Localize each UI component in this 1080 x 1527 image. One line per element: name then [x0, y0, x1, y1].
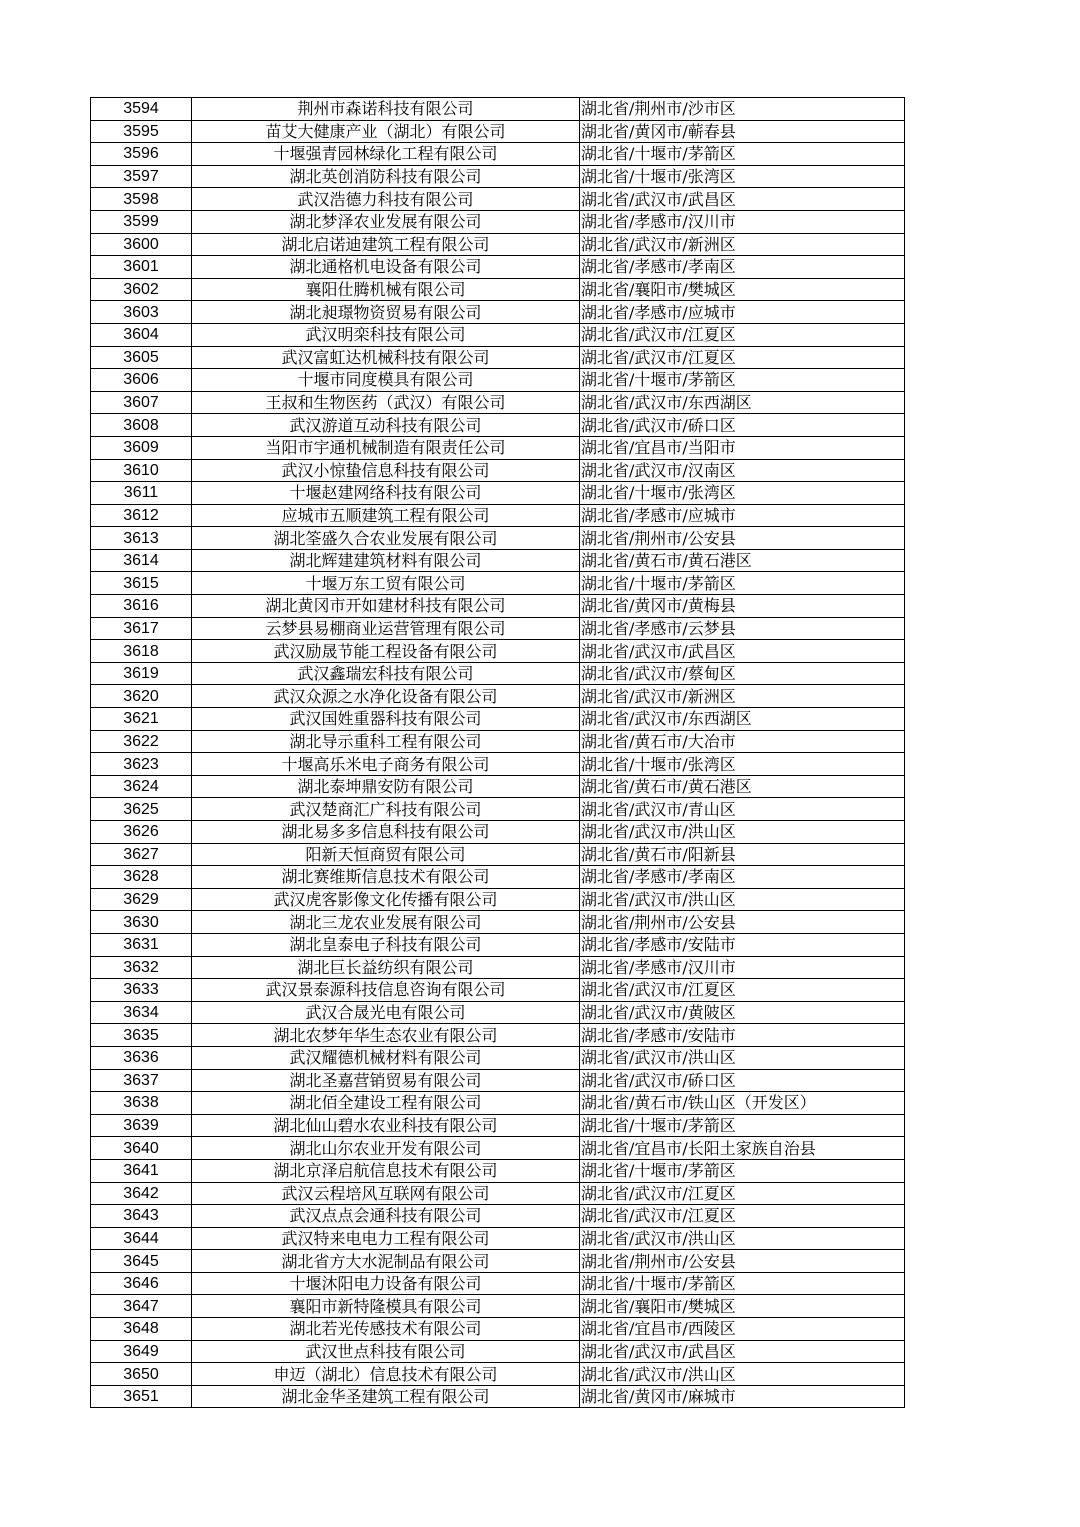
- row-number: 3648: [91, 1318, 192, 1341]
- company-location: 湖北省/十堰市/茅箭区: [580, 143, 905, 166]
- row-number: 3640: [91, 1137, 192, 1160]
- row-number: 3599: [91, 210, 192, 233]
- company-name: 武汉众源之水净化设备有限公司: [192, 685, 580, 708]
- company-name: 湖北辉建建筑材料有限公司: [192, 549, 580, 572]
- company-location: 湖北省/黄冈市/黄梅县: [580, 595, 905, 618]
- company-location: 湖北省/武汉市/东西湖区: [580, 708, 905, 731]
- row-number: 3628: [91, 866, 192, 889]
- company-name: 武汉小惊蛰信息科技有限公司: [192, 459, 580, 482]
- company-name: 申迈（湖北）信息技术有限公司: [192, 1363, 580, 1386]
- company-location: 湖北省/武汉市/汉南区: [580, 459, 905, 482]
- company-name: 湖北山尔农业开发有限公司: [192, 1137, 580, 1160]
- table-row: [91, 708, 905, 731]
- company-location: 湖北省/孝感市/应城市: [580, 504, 905, 527]
- company-name: 十堰万东工贸有限公司: [192, 572, 580, 595]
- row-number: 3615: [91, 572, 192, 595]
- row-number: 3631: [91, 933, 192, 956]
- company-name: 湖北赛维斯信息技术有限公司: [192, 866, 580, 889]
- company-location: 湖北省/黄冈市/麻城市: [580, 1385, 905, 1408]
- row-number: 3598: [91, 188, 192, 211]
- table-row: [91, 888, 905, 911]
- table-row: [91, 482, 905, 505]
- table-row: [91, 730, 905, 753]
- table-row: [91, 866, 905, 889]
- company-location: 湖北省/荆州市/公安县: [580, 1250, 905, 1273]
- row-number: 3627: [91, 843, 192, 866]
- company-location: 湖北省/武汉市/洪山区: [580, 1046, 905, 1069]
- company-location: 湖北省/孝感市/汉川市: [580, 210, 905, 233]
- table-row: [91, 549, 905, 572]
- company-location: 湖北省/武汉市/江夏区: [580, 979, 905, 1002]
- company-name: 湖北筌盛久合农业发展有限公司: [192, 527, 580, 550]
- company-name: 湖北巨长益纺织有限公司: [192, 956, 580, 979]
- table-row: [91, 843, 905, 866]
- row-number: 3621: [91, 708, 192, 731]
- table-body: [91, 98, 905, 1408]
- row-number: 3609: [91, 436, 192, 459]
- table-row: [91, 233, 905, 256]
- company-location: 湖北省/武汉市/江夏区: [580, 1205, 905, 1228]
- table-row: [91, 685, 905, 708]
- company-location: 湖北省/宜昌市/当阳市: [580, 436, 905, 459]
- row-number: 3626: [91, 821, 192, 844]
- row-number: 3639: [91, 1114, 192, 1137]
- company-location: 湖北省/武汉市/洪山区: [580, 821, 905, 844]
- table-row: [91, 1363, 905, 1386]
- table-row: [91, 933, 905, 956]
- row-number: 3616: [91, 595, 192, 618]
- table-row: [91, 98, 905, 121]
- company-location: 湖北省/襄阳市/樊城区: [580, 278, 905, 301]
- table-row: [91, 956, 905, 979]
- company-name: 武汉虎客影像文化传播有限公司: [192, 888, 580, 911]
- company-location: 湖北省/十堰市/张湾区: [580, 753, 905, 776]
- company-name: 阳新天恒商贸有限公司: [192, 843, 580, 866]
- company-name: 武汉明栾科技有限公司: [192, 323, 580, 346]
- table-row: [91, 120, 905, 143]
- company-name: 湖北三龙农业发展有限公司: [192, 911, 580, 934]
- company-location: 湖北省/孝感市/云梦县: [580, 617, 905, 640]
- company-name: 王叔和生物医药（武汉）有限公司: [192, 391, 580, 414]
- company-name: 襄阳仕腾机械有限公司: [192, 278, 580, 301]
- row-number: 3643: [91, 1205, 192, 1228]
- company-name: 湖北昶璟物资贸易有限公司: [192, 301, 580, 324]
- company-name: 武汉世点科技有限公司: [192, 1340, 580, 1363]
- company-location: 湖北省/武汉市/新洲区: [580, 685, 905, 708]
- company-location: 湖北省/武汉市/东西湖区: [580, 391, 905, 414]
- row-number: 3603: [91, 301, 192, 324]
- row-number: 3613: [91, 527, 192, 550]
- table-row: [91, 640, 905, 663]
- row-number: 3638: [91, 1092, 192, 1115]
- company-location: 湖北省/十堰市/张湾区: [580, 482, 905, 505]
- company-location: 湖北省/黄石市/大冶市: [580, 730, 905, 753]
- company-name: 十堰强青园林绿化工程有限公司: [192, 143, 580, 166]
- company-name: 武汉合晟光电有限公司: [192, 1001, 580, 1024]
- table-row: [91, 1385, 905, 1408]
- table-row: [91, 1295, 905, 1318]
- row-number: 3629: [91, 888, 192, 911]
- row-number: 3634: [91, 1001, 192, 1024]
- table-row: [91, 595, 905, 618]
- table-row: [91, 662, 905, 685]
- company-name: 武汉鑫瑞宏科技有限公司: [192, 662, 580, 685]
- company-name: 湖北省方大水泥制品有限公司: [192, 1250, 580, 1273]
- company-location: 湖北省/黄冈市/蕲春县: [580, 120, 905, 143]
- company-name: 湖北仙山碧水农业科技有限公司: [192, 1114, 580, 1137]
- row-number: 3606: [91, 369, 192, 392]
- company-location: 湖北省/宜昌市/西陵区: [580, 1318, 905, 1341]
- company-name: 武汉励晟节能工程设备有限公司: [192, 640, 580, 663]
- company-name: 十堰高乐米电子商务有限公司: [192, 753, 580, 776]
- table-row: [91, 798, 905, 821]
- company-name: 武汉富虹达机械科技有限公司: [192, 346, 580, 369]
- table-row: [91, 1182, 905, 1205]
- table-row: [91, 1340, 905, 1363]
- table-row: [91, 188, 905, 211]
- company-location: 湖北省/武汉市/江夏区: [580, 323, 905, 346]
- table-row: [91, 572, 905, 595]
- company-location: 湖北省/十堰市/茅箭区: [580, 572, 905, 595]
- row-number: 3633: [91, 979, 192, 1002]
- company-name: 云梦县易棚商业运营管理有限公司: [192, 617, 580, 640]
- company-name: 湖北通格机电设备有限公司: [192, 256, 580, 279]
- row-number: 3622: [91, 730, 192, 753]
- company-registry-table: [90, 97, 905, 1408]
- table-row: [91, 210, 905, 233]
- company-name: 武汉浩德力科技有限公司: [192, 188, 580, 211]
- table-row: [91, 821, 905, 844]
- row-number: 3619: [91, 662, 192, 685]
- row-number: 3596: [91, 143, 192, 166]
- company-location: 湖北省/孝感市/安陆市: [580, 1024, 905, 1047]
- company-location: 湖北省/武汉市/洪山区: [580, 1363, 905, 1386]
- row-number: 3610: [91, 459, 192, 482]
- table-row: [91, 1159, 905, 1182]
- row-number: 3602: [91, 278, 192, 301]
- row-number: 3632: [91, 956, 192, 979]
- row-number: 3604: [91, 323, 192, 346]
- row-number: 3641: [91, 1159, 192, 1182]
- company-location: 湖北省/黄石市/黄石港区: [580, 549, 905, 572]
- company-location: 湖北省/武汉市/江夏区: [580, 1182, 905, 1205]
- company-location: 湖北省/孝感市/安陆市: [580, 933, 905, 956]
- company-location: 湖北省/孝感市/孝南区: [580, 866, 905, 889]
- company-location: 湖北省/黄石市/铁山区（开发区）: [580, 1092, 905, 1115]
- row-number: 3642: [91, 1182, 192, 1205]
- table-row: [91, 1227, 905, 1250]
- company-name: 湖北农梦年华生态农业有限公司: [192, 1024, 580, 1047]
- row-number: 3611: [91, 482, 192, 505]
- company-name: 武汉国姓重器科技有限公司: [192, 708, 580, 731]
- table-row: [91, 1114, 905, 1137]
- table-row: [91, 1069, 905, 1092]
- company-location: 湖北省/武汉市/江夏区: [580, 346, 905, 369]
- company-name: 湖北京泽启航信息技术有限公司: [192, 1159, 580, 1182]
- table-row: [91, 323, 905, 346]
- company-location: 湖北省/襄阳市/樊城区: [580, 1295, 905, 1318]
- company-name: 湖北圣嘉营销贸易有限公司: [192, 1069, 580, 1092]
- company-name: 湖北金华圣建筑工程有限公司: [192, 1385, 580, 1408]
- table-row: [91, 1272, 905, 1295]
- company-name: 应城市五顺建筑工程有限公司: [192, 504, 580, 527]
- table-row: [91, 346, 905, 369]
- table-row: [91, 165, 905, 188]
- row-number: 3649: [91, 1340, 192, 1363]
- row-number: 3630: [91, 911, 192, 934]
- company-location: 湖北省/武汉市/洪山区: [580, 1227, 905, 1250]
- company-location: 湖北省/十堰市/茅箭区: [580, 369, 905, 392]
- table-row: [91, 1137, 905, 1160]
- table-row: [91, 1318, 905, 1341]
- row-number: 3607: [91, 391, 192, 414]
- row-number: 3618: [91, 640, 192, 663]
- company-location: 湖北省/孝感市/汉川市: [580, 956, 905, 979]
- company-name: 十堰赵建网络科技有限公司: [192, 482, 580, 505]
- row-number: 3617: [91, 617, 192, 640]
- company-name: 武汉游道互动科技有限公司: [192, 414, 580, 437]
- table-row: [91, 436, 905, 459]
- row-number: 3595: [91, 120, 192, 143]
- company-name: 武汉楚商汇广科技有限公司: [192, 798, 580, 821]
- company-location: 湖北省/十堰市/茅箭区: [580, 1159, 905, 1182]
- company-name: 湖北启诺迪建筑工程有限公司: [192, 233, 580, 256]
- company-name: 襄阳市新特隆模具有限公司: [192, 1295, 580, 1318]
- company-name: 武汉云程培风互联网有限公司: [192, 1182, 580, 1205]
- table-row: [91, 753, 905, 776]
- table-row: [91, 1092, 905, 1115]
- company-name: 湖北泰坤鼎安防有限公司: [192, 775, 580, 798]
- company-location: 湖北省/武汉市/硚口区: [580, 414, 905, 437]
- company-name: 湖北若光传感技术有限公司: [192, 1318, 580, 1341]
- table-row: [91, 1001, 905, 1024]
- company-name: 湖北皇泰电子科技有限公司: [192, 933, 580, 956]
- table-row: [91, 459, 905, 482]
- company-location: 湖北省/武汉市/洪山区: [580, 888, 905, 911]
- table-row: [91, 391, 905, 414]
- table-row: [91, 911, 905, 934]
- company-location: 湖北省/武汉市/武昌区: [580, 1340, 905, 1363]
- table-row: [91, 278, 905, 301]
- company-location: 湖北省/荆州市/公安县: [580, 911, 905, 934]
- company-location: 湖北省/武汉市/新洲区: [580, 233, 905, 256]
- company-location: 湖北省/武汉市/青山区: [580, 798, 905, 821]
- company-name: 荆州市森诺科技有限公司: [192, 98, 580, 121]
- table-row: [91, 1046, 905, 1069]
- table-row: [91, 256, 905, 279]
- row-number: 3646: [91, 1272, 192, 1295]
- table-row: [91, 143, 905, 166]
- row-number: 3636: [91, 1046, 192, 1069]
- company-location: 湖北省/武汉市/黄陂区: [580, 1001, 905, 1024]
- row-number: 3645: [91, 1250, 192, 1273]
- company-location: 湖北省/武汉市/硚口区: [580, 1069, 905, 1092]
- company-location: 湖北省/十堰市/茅箭区: [580, 1272, 905, 1295]
- company-name: 湖北黄冈市开如建材科技有限公司: [192, 595, 580, 618]
- table-row: [91, 1250, 905, 1273]
- company-location: 湖北省/黄石市/阳新县: [580, 843, 905, 866]
- company-name: 湖北英创消防科技有限公司: [192, 165, 580, 188]
- company-name: 湖北佰全建设工程有限公司: [192, 1092, 580, 1115]
- company-location: 湖北省/荆州市/沙市区: [580, 98, 905, 121]
- company-name: 苗艾大健康产业（湖北）有限公司: [192, 120, 580, 143]
- row-number: 3651: [91, 1385, 192, 1408]
- table-row: [91, 1205, 905, 1228]
- row-number: 3623: [91, 753, 192, 776]
- row-number: 3625: [91, 798, 192, 821]
- company-location: 湖北省/黄石市/黄石港区: [580, 775, 905, 798]
- row-number: 3601: [91, 256, 192, 279]
- row-number: 3635: [91, 1024, 192, 1047]
- row-number: 3612: [91, 504, 192, 527]
- table-row: [91, 414, 905, 437]
- company-name: 武汉特来电电力工程有限公司: [192, 1227, 580, 1250]
- company-name: 湖北易多多信息科技有限公司: [192, 821, 580, 844]
- row-number: 3637: [91, 1069, 192, 1092]
- row-number: 3620: [91, 685, 192, 708]
- company-location: 湖北省/十堰市/张湾区: [580, 165, 905, 188]
- company-location: 湖北省/荆州市/公安县: [580, 527, 905, 550]
- company-location: 湖北省/武汉市/武昌区: [580, 640, 905, 663]
- company-name: 武汉景泰源科技信息咨询有限公司: [192, 979, 580, 1002]
- company-name: 武汉点点会通科技有限公司: [192, 1205, 580, 1228]
- company-location: 湖北省/宜昌市/长阳土家族自治县: [580, 1137, 905, 1160]
- table-row: [91, 979, 905, 1002]
- table-row: [91, 369, 905, 392]
- row-number: 3597: [91, 165, 192, 188]
- row-number: 3624: [91, 775, 192, 798]
- company-location: 湖北省/十堰市/茅箭区: [580, 1114, 905, 1137]
- table-row: [91, 301, 905, 324]
- company-location: 湖北省/武汉市/蔡甸区: [580, 662, 905, 685]
- row-number: 3594: [91, 98, 192, 121]
- company-name: 武汉耀德机械材料有限公司: [192, 1046, 580, 1069]
- company-name: 当阳市宇通机械制造有限责任公司: [192, 436, 580, 459]
- company-name: 湖北梦泽农业发展有限公司: [192, 210, 580, 233]
- row-number: 3608: [91, 414, 192, 437]
- row-number: 3614: [91, 549, 192, 572]
- row-number: 3647: [91, 1295, 192, 1318]
- company-location: 湖北省/孝感市/应城市: [580, 301, 905, 324]
- row-number: 3644: [91, 1227, 192, 1250]
- table-row: [91, 527, 905, 550]
- company-location: 湖北省/孝感市/孝南区: [580, 256, 905, 279]
- company-name: 十堰沐阳电力设备有限公司: [192, 1272, 580, 1295]
- table-row: [91, 1024, 905, 1047]
- table-row: [91, 775, 905, 798]
- table-row: [91, 617, 905, 640]
- company-name: 十堰市同度模具有限公司: [192, 369, 580, 392]
- row-number: 3600: [91, 233, 192, 256]
- table-row: [91, 504, 905, 527]
- company-location: 湖北省/武汉市/武昌区: [580, 188, 905, 211]
- row-number: 3650: [91, 1363, 192, 1386]
- company-name: 湖北导示重科工程有限公司: [192, 730, 580, 753]
- row-number: 3605: [91, 346, 192, 369]
